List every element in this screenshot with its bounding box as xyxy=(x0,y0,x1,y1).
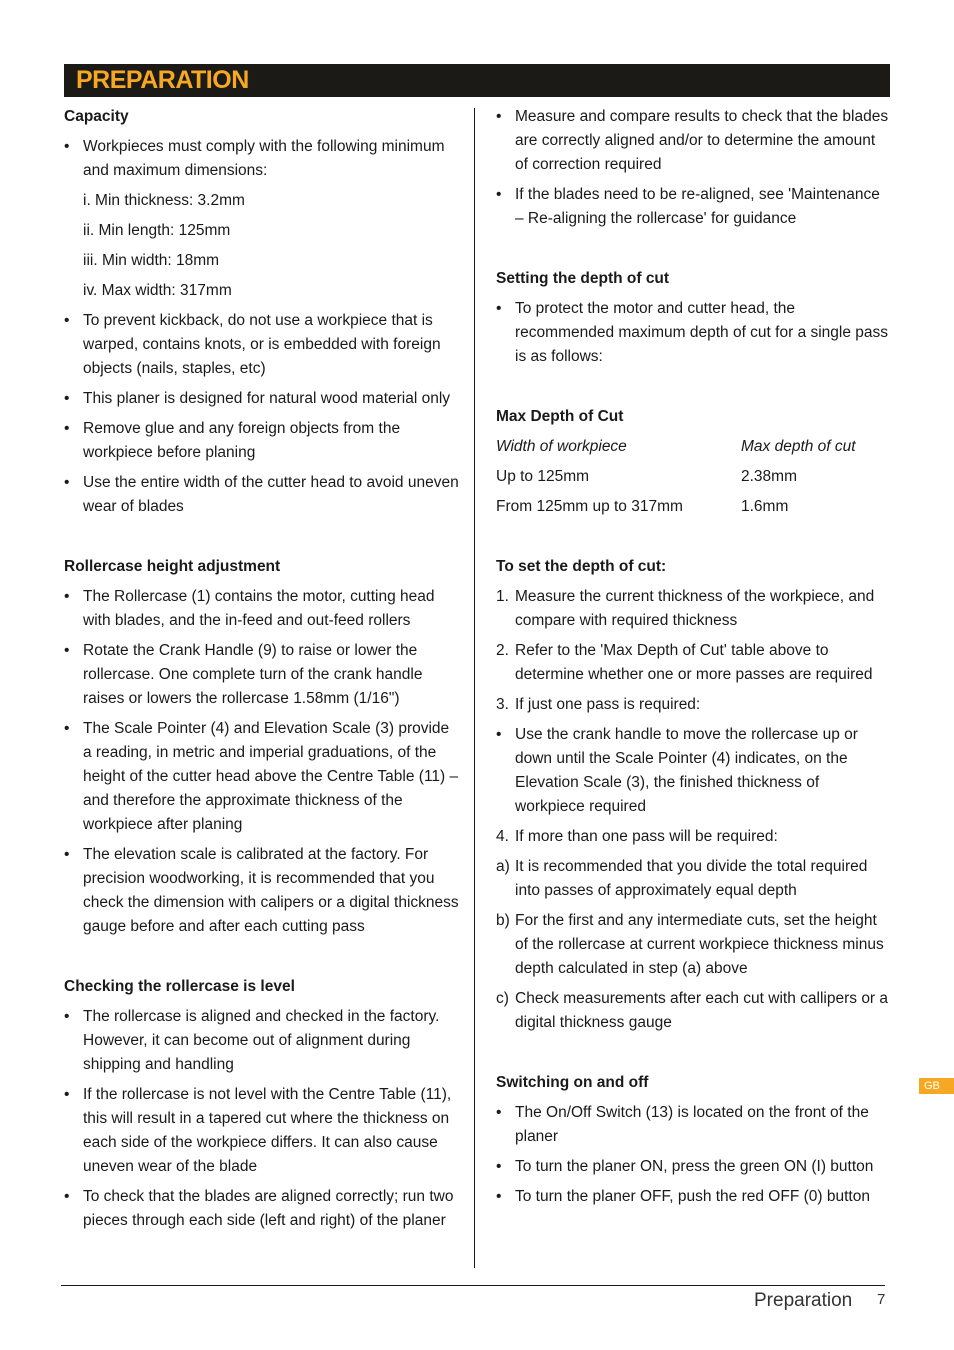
bullet: • xyxy=(64,1188,70,1205)
list-item: • If the rollercase is not level with the Centre Table (11), this will result in a tapered cut where the thickness on each side of the workpiece differs. It can also cause uneven wear of the blade xyxy=(64,1083,460,1179)
bullet: • xyxy=(64,1086,70,1103)
list-item: • Measure and compare results to check that the blades are correctly aligned and/or to determine the amount of correction required xyxy=(496,105,892,177)
list-item: • This planer is designed for natural wood material only xyxy=(64,387,460,411)
bullet: • xyxy=(496,108,502,125)
table-cell: From 125mm up to 317mm xyxy=(496,498,683,515)
language-tab: GB xyxy=(919,1078,954,1094)
list-item: • Remove glue and any foreign objects from the workpiece before planing xyxy=(64,417,460,465)
step-item: c) Check measurements after each cut with callipers or a digital thickness gauge xyxy=(496,990,889,1031)
list-item: • To turn the planer ON, press the green ON (I) button xyxy=(496,1155,892,1179)
table-cell: 2.38mm xyxy=(741,468,797,485)
dimension-item: i. Min thickness: 3.2mm xyxy=(83,192,245,209)
bullet: • xyxy=(64,138,70,155)
bullet: • xyxy=(496,186,502,203)
set-depth-heading: To set the depth of cut: xyxy=(496,558,667,575)
page-title: PREPARATION xyxy=(76,66,249,94)
bullet: • xyxy=(64,1008,70,1025)
list-item: • The Rollercase (1) contains the motor, cutting head with blades, and the in-feed and out-feed rollers xyxy=(64,585,460,633)
bullet: • xyxy=(64,846,70,863)
column-divider xyxy=(474,108,475,1268)
page-number: 7 xyxy=(877,1291,886,1308)
step-item: • Use the crank handle to move the rollercase up or down until the Scale Pointer (4) indicates, on the Elevation Scale (3), the finished thickness of workpiece required xyxy=(496,726,858,815)
max-depth-table xyxy=(496,435,892,519)
checking-heading: Checking the rollercase is level xyxy=(64,978,295,995)
table-header-depth: Max depth of cut xyxy=(741,438,856,455)
bullet: • xyxy=(496,1158,502,1175)
list-item: • The On/Off Switch (13) is located on the front of the planer xyxy=(496,1101,892,1149)
footer-divider xyxy=(61,1285,885,1286)
capacity-heading: Capacity xyxy=(64,108,129,125)
bullet: • xyxy=(496,1188,502,1205)
dimension-item: iv. Max width: 317mm xyxy=(83,282,232,299)
dimension-item: ii. Min length: 125mm xyxy=(83,222,231,239)
switching-heading: Switching on and off xyxy=(496,1074,649,1091)
list-item: • To check that the blades are aligned correctly; run two pieces through each side (left and right) of the planer xyxy=(64,1185,460,1233)
step-item: 4. If more than one pass will be required: xyxy=(496,828,778,845)
footer-section-title: Preparation xyxy=(754,1290,853,1311)
rollercase-heading: Rollercase height adjustment xyxy=(64,558,281,575)
bullet: • xyxy=(64,720,70,737)
bullet: • xyxy=(64,312,70,329)
bullet: • xyxy=(64,474,70,491)
list-item: • Rotate the Crank Handle (9) to raise or lower the rollercase. One complete turn of the crank handle raises or lowers the rollercase 1.58mm (1/16") xyxy=(64,639,460,711)
list-item: • The rollercase is aligned and checked in the factory. However, it can become out of alignment during shipping and handling xyxy=(64,1005,460,1077)
step-item: b) For the first and any intermediate cuts, set the height of the rollercase at current workpiece thickness minus depth calculated in step (a) above xyxy=(496,912,884,977)
table-header-width: Width of workpiece xyxy=(496,438,627,455)
list-item: • Use the entire width of the cutter head to avoid uneven wear of blades xyxy=(64,471,460,519)
bullet: • xyxy=(64,420,70,437)
table-cell: Up to 125mm xyxy=(496,468,590,485)
right-column xyxy=(496,105,892,1215)
table-cell: 1.6mm xyxy=(741,498,789,515)
step-item: 3. If just one pass is required: xyxy=(496,696,701,713)
list-item: • The Scale Pointer (4) and Elevation Scale (3) provide a reading, in metric and imperial graduations, of the height of the cutter head above the Centre Table (11) – and therefore the approximate thickness of the workpiece after planing xyxy=(64,717,460,837)
depth-heading: Setting the depth of cut xyxy=(496,270,670,287)
list-item: • If the blades need to be re-aligned, see 'Maintenance – Re-aligning the rollercase' for guidance xyxy=(496,183,892,231)
list-item: • To protect the motor and cutter head, the recommended maximum depth of cut for a single pass is as follows: xyxy=(496,297,892,369)
bullet: • xyxy=(64,390,70,407)
bullet: • xyxy=(64,588,70,605)
list-item: • The elevation scale is calibrated at the factory. For precision woodworking, it is recommended that you check the dimension with calipers or a digital thickness gauge before and after each cutting pass xyxy=(64,843,460,939)
step-item: a) It is recommended that you divide the total required into passes of approximately equal depth xyxy=(496,858,868,899)
left-column xyxy=(64,105,460,1239)
page-header xyxy=(64,64,890,97)
dimension-item: iii. Min width: 18mm xyxy=(83,252,220,269)
list-item: • Workpieces must comply with the following minimum and maximum dimensions: xyxy=(64,135,460,183)
step-item: 1. Measure the current thickness of the workpiece, and compare with required thickness xyxy=(496,588,875,629)
list-item: • To prevent kickback, do not use a workpiece that is warped, contains knots, or is embedded with foreign objects (nails, staples, etc) xyxy=(64,309,460,381)
list-item: • To turn the planer OFF, push the red OFF (0) button xyxy=(496,1185,892,1209)
step-item: 2. Refer to the 'Max Depth of Cut' table above to determine whether one or more passes are required xyxy=(496,642,873,683)
max-depth-heading: Max Depth of Cut xyxy=(496,408,624,425)
bullet: • xyxy=(496,1104,502,1121)
bullet: • xyxy=(64,642,70,659)
bullet: • xyxy=(496,300,502,317)
